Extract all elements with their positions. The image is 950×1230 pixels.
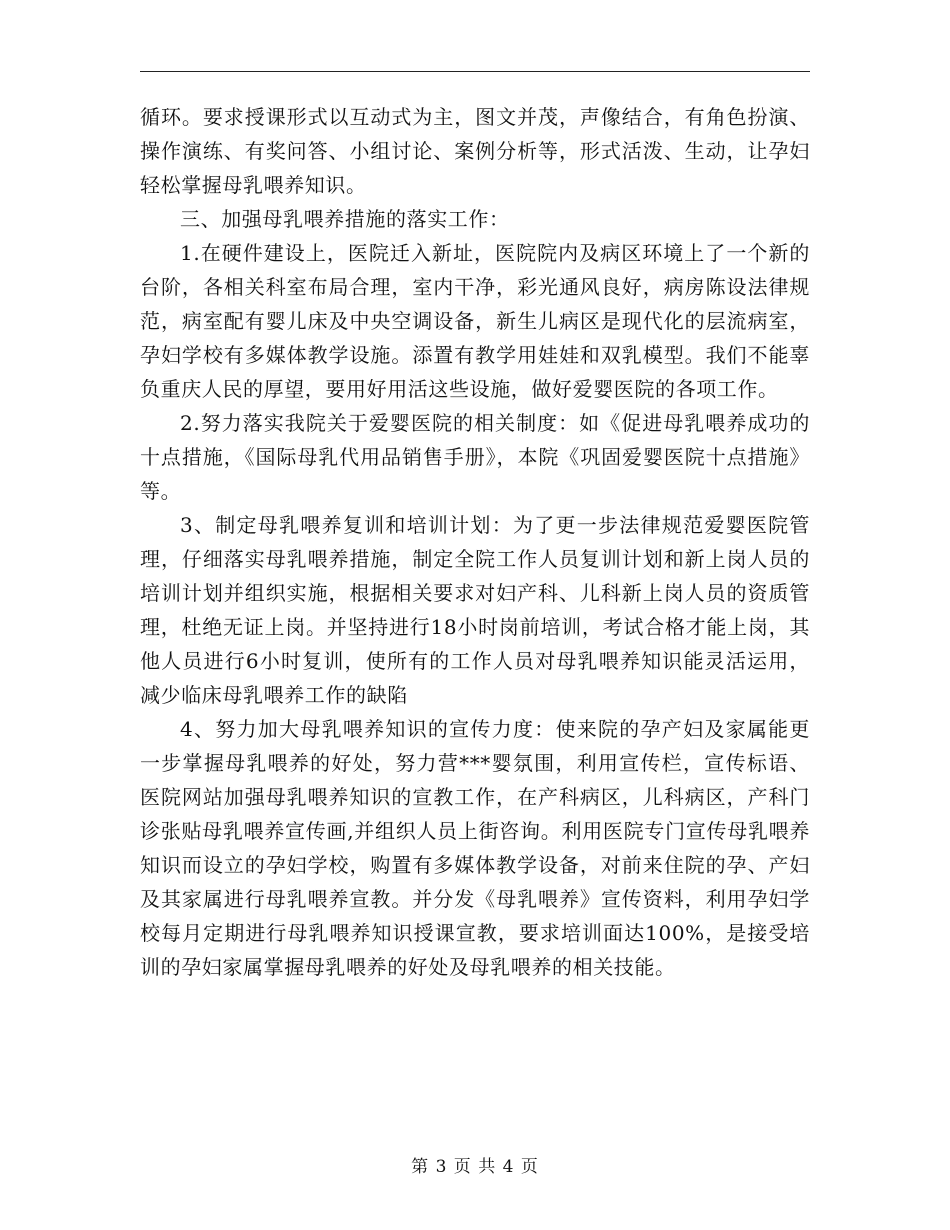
page-number: 第 3 页 共 4 页 <box>411 1157 539 1177</box>
header-rule <box>140 71 810 72</box>
paragraph-item-3: 3、制定母乳喂养复训和培训计划：为了更一步法律规范爱婴医院管理，仔细落实母乳喂养措施，制定全院工作人员复训计划和新上岗人员的培训计划并组织实施，根据相关要求对妇产科、儿科新上岗人员的资质管理，杜绝无证上岗。并坚持进行18小时岗前培训，考试合格才能上岗，其他人员进行6小时复训，使所有的工作人员对母乳喂养知识能灵活运用，减少临床母乳喂养工作的缺陷 <box>140 513 810 707</box>
paragraph-continuation: 循环。要求授课形式以互动式为主，图文并茂，声像结合，有角色扮演、操作演练、有奖问答、小组讨论、案例分析等，形式活泼、生动，让孕妇轻松掌握母乳喂养知识。 <box>140 105 810 197</box>
paragraph-item-2: 2.努力落实我院关于爱婴医院的相关制度：如《促进母乳喂养成功的十点措施，《国际母乳代用品销售手册》，本院《巩固爱婴医院十点措施》等。 <box>140 411 810 503</box>
document-body <box>140 100 810 984</box>
section-heading: 三、加强母乳喂养措施的落实工作： <box>180 207 510 231</box>
paragraph-item-1: 1.在硬件建设上，医院迁入新址，医院院内及病区环境上了一个新的台阶，各相关科室布局合理，室内干净，彩光通风良好，病房陈设法律规范，病室配有婴儿床及中央空调设备，新生儿病区是现代化的层流病室，孕妇学校有多媒体教学设施。添置有教学用娃娃和双乳模型。我们不能辜负重庆人民的厚望，要用好用活这些设施，做好爱婴医院的各项工作。 <box>140 241 810 401</box>
paragraph-item-4: 4、努力加大母乳喂养知识的宣传力度：使来院的孕产妇及家属能更一步掌握母乳喂养的好处，努力营***婴氛围，利用宣传栏，宣传标语、医院网站加强母乳喂养知识的宣教工作，在产科病区，儿科病区，产科门诊张贴母乳喂养宣传画,并组织人员上街咨询。利用医院专门宣传母乳喂养知识而设立的孕妇学校，购置有多媒体教学设备，对前来住院的孕、产妇及其家属进行母乳喂养宣教。并分发《母乳喂养》宣传资料，利用孕妇学校每月定期进行母乳喂养知识授课宣教，要求培训面达100%，是接受培训的孕妇家属掌握母乳喂养的好处及母乳喂养的相关技能。 <box>140 717 810 979</box>
